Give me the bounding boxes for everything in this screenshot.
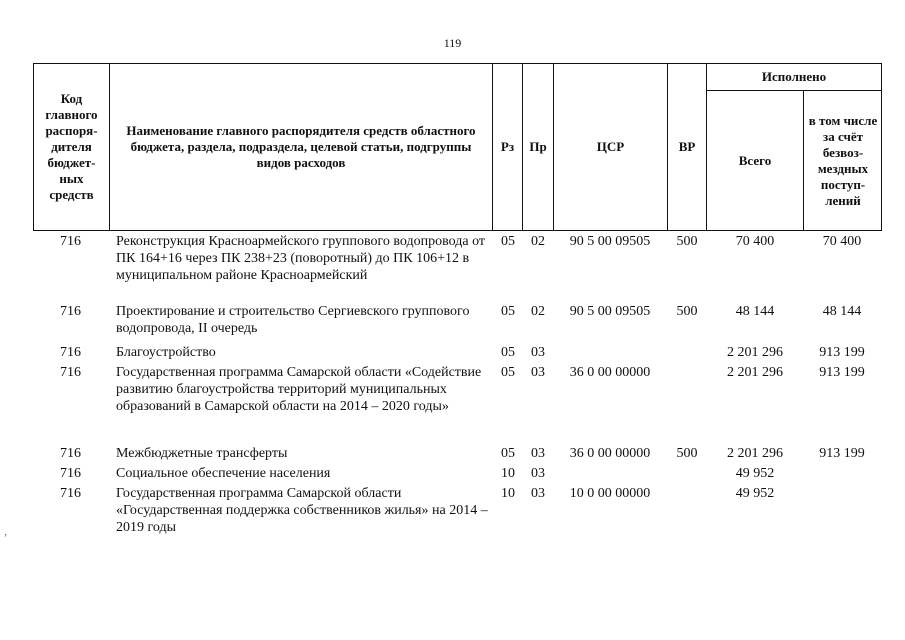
row-name: Государственная программа Самарской области «Государственная поддержка собственников жилья» на 2014 – 2019 годы xyxy=(116,486,488,535)
row-name: Проектирование и строительство Сергиевского группового водопровода, II очередь xyxy=(116,304,470,336)
row-csr: 10 0 00 00000 xyxy=(569,486,651,501)
row-code: 716 xyxy=(60,304,81,319)
row-pr: 02 xyxy=(531,304,545,319)
row-code: 716 xyxy=(60,446,81,461)
row-total: 2 201 296 xyxy=(727,345,783,360)
header-including: в том числе за счёт безвоз-мездных поступ-лений xyxy=(808,113,878,208)
row-name: Благоустройство xyxy=(116,345,216,360)
row-code: 716 xyxy=(60,234,81,249)
row-pr: 03 xyxy=(531,466,545,481)
row-pr: 03 xyxy=(531,345,545,360)
header-pr: Пр xyxy=(529,139,547,154)
row-rz: 10 xyxy=(501,466,515,481)
row-name: Межбюджетные трансферты xyxy=(116,446,288,461)
row-total: 70 400 xyxy=(735,234,775,249)
row-pr: 03 xyxy=(531,365,545,380)
header-code: Код главного распоря-дителя бюджет-ных средств xyxy=(45,91,98,202)
row-total: 49 952 xyxy=(735,466,775,481)
row-csr: 90 5 00 09505 xyxy=(569,234,651,249)
row-rz: 05 xyxy=(501,446,515,461)
row-rz: 05 xyxy=(501,345,515,360)
page-number: 119 xyxy=(443,36,462,50)
row-vr: 500 xyxy=(676,304,698,319)
row-name: Социальное обеспечение населения xyxy=(116,466,331,481)
row-code: 716 xyxy=(60,365,81,380)
row-total: 2 201 296 xyxy=(727,446,783,461)
header-name: Наименование главного распорядителя средств областного бюджета, раздела, подраздела, целевой статьи, подгруппы видов расходов xyxy=(126,123,476,170)
row-vr: 500 xyxy=(676,446,698,461)
row-total: 2 201 296 xyxy=(727,365,783,380)
row-csr: 90 5 00 09505 xyxy=(569,304,651,319)
row-csr: 36 0 00 00000 xyxy=(569,365,651,380)
row-rz: 10 xyxy=(501,486,515,501)
row-rz: 05 xyxy=(501,234,515,249)
row-code: 716 xyxy=(60,486,81,501)
header-vr: ВР xyxy=(678,139,696,154)
row-total: 48 144 xyxy=(735,304,775,319)
row-total: 49 952 xyxy=(735,486,775,501)
header-rz: Рз xyxy=(500,139,515,154)
row-pr: 02 xyxy=(531,234,545,249)
header-csr: ЦСР xyxy=(596,139,625,154)
row-free: 913 199 xyxy=(819,365,865,380)
row-vr: 500 xyxy=(676,234,698,249)
row-name: Государственная программа Самарской области «Содействие развитию благоустройства территорий муниципальных образований в Самарской области на 2014 – 2020 годы» xyxy=(116,365,482,414)
row-free: 913 199 xyxy=(819,345,865,360)
row-name: Реконструкция Красноармейского группового водопровода от ПК 164+16 через ПК 238+23 (поворотный) до ПК 106+12 в муниципальном районе Красноармейский xyxy=(116,234,486,283)
row-pr: 03 xyxy=(531,446,545,461)
row-rz: 05 xyxy=(501,365,515,380)
row-rz: 05 xyxy=(501,304,515,319)
row-free: 913 199 xyxy=(819,446,865,461)
row-free: 70 400 xyxy=(822,234,862,249)
header-executed: Исполнено xyxy=(761,69,827,84)
margin-mark: ‚ xyxy=(4,527,8,538)
row-csr: 36 0 00 00000 xyxy=(569,446,651,461)
row-code: 716 xyxy=(60,345,81,360)
row-pr: 03 xyxy=(531,486,545,501)
row-code: 716 xyxy=(60,466,81,481)
header-total: Всего xyxy=(738,152,772,168)
row-free: 48 144 xyxy=(822,304,862,319)
